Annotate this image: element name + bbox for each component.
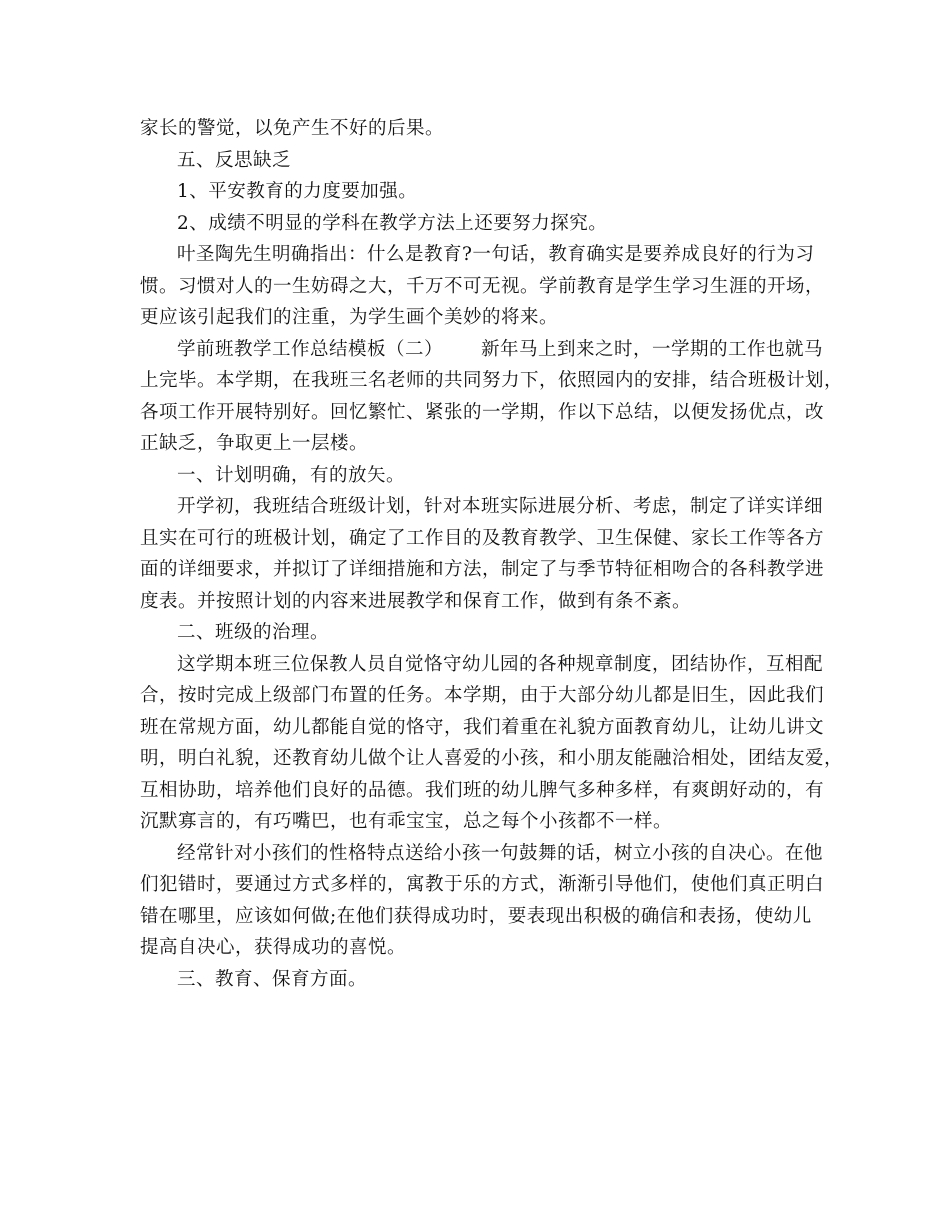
text-line: 班在常规方面，幼儿都能自觉的恪守，我们着重在礼貌方面教育幼儿，让幼儿讲文 — [140, 716, 825, 738]
text-line: 经常针对小孩们的性格特点送给小孩一句鼓舞的话，树立小孩的自决心。在他 — [177, 842, 824, 864]
text-line: 度表。并按照计划的内容来进展教学和保育工作，做到有条不紊。 — [140, 590, 692, 612]
text-line: 明，明白礼貌，还教育幼儿做个让人喜爱的小孩，和小朋友能融洽相处，团结友爱， — [140, 748, 844, 769]
text-line: 开学初，我班结合班级计划，针对本班实际进展分析、考虑，制定了详实详细 — [177, 496, 824, 517]
text-line: 提高自决心，获得成功的喜悦。 — [140, 937, 407, 958]
section-heading: 二、班级的治理。 — [177, 622, 330, 643]
text-line: 更应该引起我们的注重，为学生画个美妙的将来。 — [140, 307, 559, 328]
text-run: 新年马上到来之时，一学期的工作也就马 — [481, 338, 824, 360]
section-heading: 一、计划明确，有的放矢。 — [177, 464, 406, 486]
list-item: 1、平安教育的力度要加强。 — [177, 181, 418, 202]
text-line: 且实在可行的班极计划，确定了工作目的及教育教学、卫生保健、家长工作等各方 — [140, 527, 825, 549]
text-line: 互相协助，培养他们良好的品德。我们班的幼儿脾气多种多样，有爽朗好动的，有 — [140, 779, 825, 801]
text-line: 家长的警觉，以免产生不好的后果。 — [140, 118, 445, 139]
text-line: 合，按时完成上级部门布置的任务。本学期，由于大部分幼儿都是旧生，因此我们 — [140, 685, 825, 706]
text-line: 各项工作开展特别好。回忆繁忙、紧张的一学期，作以下总结，以便发扬优点，改 — [140, 401, 825, 423]
list-item: 2、成绩不明显的学科在教学方法上还要努力探究。 — [177, 212, 608, 234]
text-line: 面的详细要求，并拟订了详细措施和方法，制定了与季节特征相吻合的各科教学进 — [140, 559, 825, 580]
text-line: 沉默寡言的，有巧嘴巴，也有乖宝宝，总之每个小孩都不一样。 — [140, 811, 673, 832]
document-body — [140, 113, 844, 995]
text-line: 正缺乏，争取更上一层楼。 — [140, 433, 369, 454]
text-line: 错在哪里，应该如何做;在他们获得成功时，要表现出积极的确信和表扬，使幼儿 — [140, 905, 812, 927]
text-line: 惯。习惯对人的一生妨碍之大，千万不可无视。学前教育是学生学习生涯的开场， — [140, 275, 825, 297]
text-line: 上完毕。本学期，在我班三名老师的共同努力下，依照园内的安排，结合班极计划， — [140, 370, 844, 391]
text-line: 这学期本班三位保教人员自觉恪守幼儿园的各种规章制度，团结协作，互相配 — [177, 653, 824, 675]
subtitle: 学前班教学工作总结模板（二） — [177, 338, 444, 360]
text-line — [140, 334, 824, 366]
section-heading: 五、反思缺乏 — [177, 149, 292, 171]
section-heading: 三、教育、保育方面。 — [177, 968, 368, 990]
text-line: 们犯错时，要通过方式多样的，寓教于乐的方式，渐渐引导他们，使他们真正明白 — [140, 874, 825, 895]
text-line: 叶圣陶先生明确指出：什么是教育?一句话，教育确实是要养成良好的行为习 — [177, 244, 815, 265]
